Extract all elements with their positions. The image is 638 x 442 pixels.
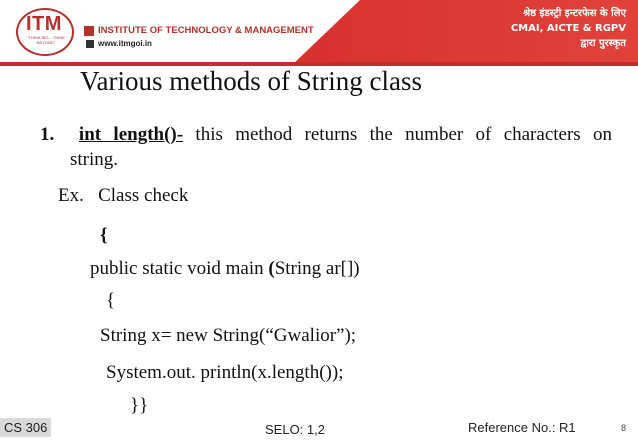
string-declaration: String x= new String(“Gwalior”); — [100, 325, 357, 346]
itm-logo-text: ITM — [26, 13, 62, 35]
println-statement: System.out. println(x.length()); — [106, 362, 344, 383]
itm-logo-tagline: "THINK BIG... THINK BEYOND" — [27, 35, 65, 45]
reference-label: Reference No.: R1 — [468, 420, 576, 435]
point-1-number: 1. — [40, 124, 55, 145]
institute-name: INSTITUTE OF TECHNOLOGY & MANAGEMENT — [98, 25, 314, 36]
main-signature — [90, 258, 360, 280]
selo-label: SELO: 1,2 — [265, 422, 325, 437]
website-url: www.itmgoi.in — [98, 39, 152, 48]
point-1-text: this method returns the number of characters on — [183, 124, 613, 145]
award-tagline — [511, 6, 626, 51]
course-code: CS 306 — [0, 418, 51, 437]
page-number: 8 — [620, 423, 626, 433]
institute-marker-icon — [84, 26, 94, 36]
website-icon — [86, 40, 94, 48]
point-1-continuation: string. — [70, 149, 119, 170]
award-tagline-line1: श्रेष्ठ इंडस्ट्री इन्टरफेस के लिए — [523, 8, 626, 19]
main-open-brace: { — [106, 290, 116, 311]
point-1-keyword: int length()- — [78, 124, 184, 145]
point-1 — [40, 124, 612, 146]
main-signature-paren: ( — [268, 258, 275, 279]
example-line — [58, 185, 188, 207]
main-signature-args: String ar[]) — [274, 258, 360, 279]
main-signature-text: public static void main — [90, 258, 269, 279]
slide-title: Various methods of String class — [80, 66, 422, 96]
example-label: Ex. — [58, 185, 84, 206]
closing-braces: }} — [130, 395, 149, 416]
class-declaration: Class check — [98, 185, 189, 206]
award-tagline-line2: CMAI, AICTE & RGPV — [510, 23, 626, 34]
award-tagline-line3: द्वारा पुरस्कृत — [580, 38, 626, 49]
class-open-brace: { — [100, 225, 108, 246]
